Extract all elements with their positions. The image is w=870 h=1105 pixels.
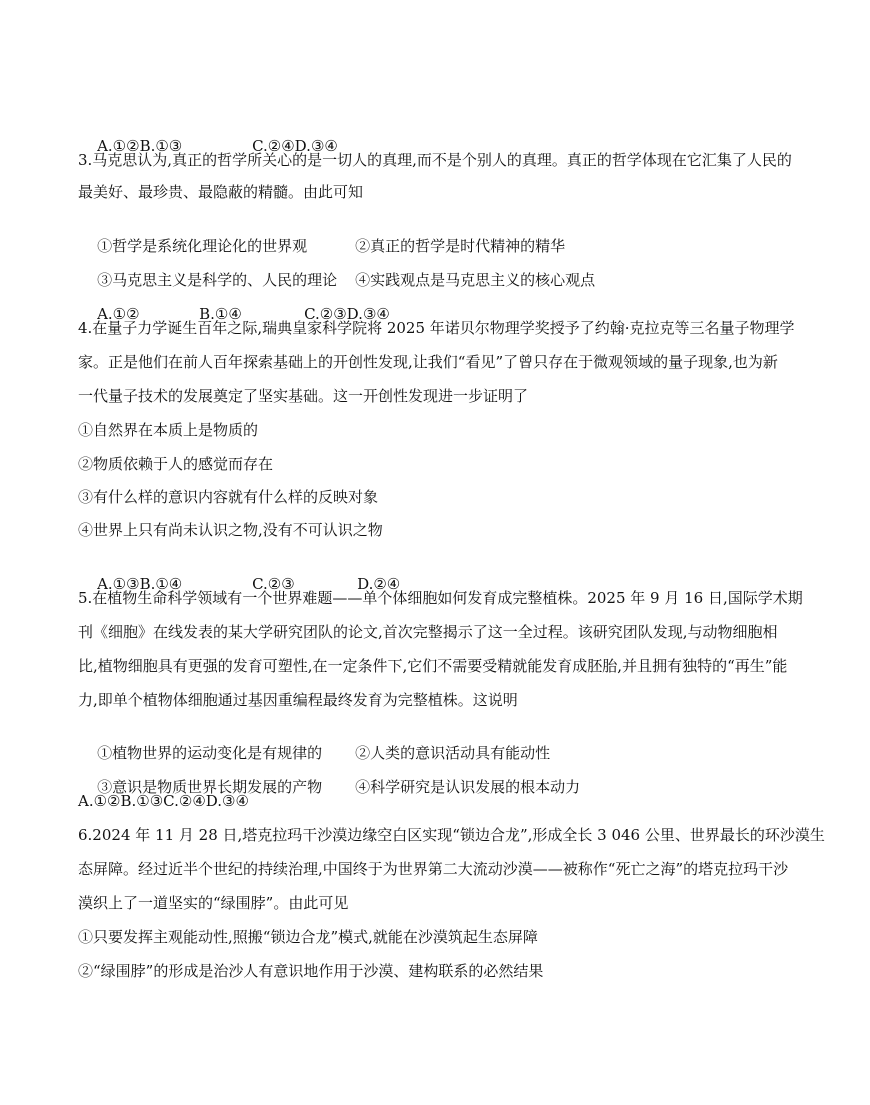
q3-answer-a: A.①② (97, 305, 140, 323)
q4-stem-line-1: 4.在量子力学诞生百年之际,瑞典皇家科学院将 2025 年诺贝尔物理学奖授予了约翰·克拉克等三名量子物理学 (78, 319, 795, 337)
q5-stem-line-1: 5.在植物生命科学领域有一个世界难题——单个体细胞如何发育成完整植株。2025 年 9 月 16 日,国际学术期 (78, 589, 803, 607)
q4-stem-line-3: 一代量子技术的发展奠定了坚实基础。这一开创性发现进一步证明了 (78, 387, 529, 405)
q3-stem-line-2: 最美好、最珍贵、最隐蔽的精髓。由此可知 (78, 183, 364, 201)
q6-stem-line-1: 6.2024 年 11 月 28 日,塔克拉玛干沙漠边缘空白区实现“锁边合龙”,形成全长 3 046 公里、世界最长的环沙漠生 (78, 826, 825, 844)
q5-choice-2: ②人类的意识活动具有能动性 (355, 744, 551, 762)
q2-answer-cd: C.②④D.③④ (252, 137, 338, 155)
q5-choice-3: ③意识是物质世界长期发展的产物 (97, 778, 323, 796)
q4-answer-d: D.②④ (357, 575, 401, 593)
q4-answer-c: C.②③ (252, 575, 295, 593)
q3-choice-4: ④实践观点是马克思主义的核心观点 (355, 271, 596, 289)
q5-answer-row: A.①②B.①③C.②④D.③④ (78, 792, 249, 810)
q5-stem-line-2: 刊《细胞》在线发表的某大学研究团队的论文,首次完整揭示了这一全过程。该研究团队发现,与动物细胞相 (78, 623, 778, 641)
q3-choice-1: ①哲学是系统化理论化的世界观 (97, 237, 308, 255)
q3-stem-line-1: 3.马克思认为,真正的哲学所关心的是一切人的真理,而不是个别人的真理。真正的哲学体现在它汇集了人民的 (78, 151, 792, 169)
q4-choice-1: ①自然界在本质上是物质的 (78, 421, 259, 439)
q3-answer-b: B.①④ (199, 305, 242, 323)
q6-stem-line-3: 漠织上了一道坚实的“绿围脖”。由此可见 (78, 894, 349, 912)
q6-choice-1: ①只要发挥主观能动性,照搬“锁边合龙”模式,就能在沙漠筑起生态屏障 (78, 928, 538, 946)
q3-choice-3: ③马克思主义是科学的、人民的理论 (97, 271, 338, 289)
q5-choice-1: ①植物世界的运动变化是有规律的 (97, 744, 323, 762)
q4-choice-2: ②物质依赖于人的感觉而存在 (78, 455, 274, 473)
q6-stem-line-2: 态屏障。经过近半个世纪的持续治理,中国终于为世界第二大流动沙漠——被称作“死亡之海”的塔克拉玛干沙 (78, 860, 789, 878)
q5-stem-line-4: 力,即单个植物体细胞通过基因重编程最终发育为完整植株。这说明 (78, 691, 518, 709)
q4-choice-4: ④世界上只有尚未认识之物,没有不可认识之物 (78, 521, 383, 539)
q4-stem-line-2: 家。正是他们在前人百年探索基础上的开创性发现,让我们“看见”了曾只存在于微观领域的量子现象,也为新 (78, 353, 778, 371)
q4-choice-3: ③有什么样的意识内容就有什么样的反映对象 (78, 488, 379, 506)
q2-answer-ab: A.①②B.①③ (97, 137, 183, 155)
q3-choice-2: ②真正的哲学是时代精神的精华 (355, 237, 566, 255)
q3-answer-cd: C.②③D.③④ (304, 305, 390, 323)
q5-choice-4: ④科学研究是认识发展的根本动力 (355, 778, 581, 796)
q5-stem-line-3: 比,植物细胞具有更强的发育可塑性,在一定条件下,它们不需要受精就能发育成胚胎,并且拥有独特的“再生”能 (78, 657, 788, 675)
q6-choice-2: ②“绿围脖”的形成是治沙人有意识地作用于沙漠、建构联系的必然结果 (78, 962, 544, 980)
q4-answer-ab: A.①③B.①④ (97, 575, 183, 593)
